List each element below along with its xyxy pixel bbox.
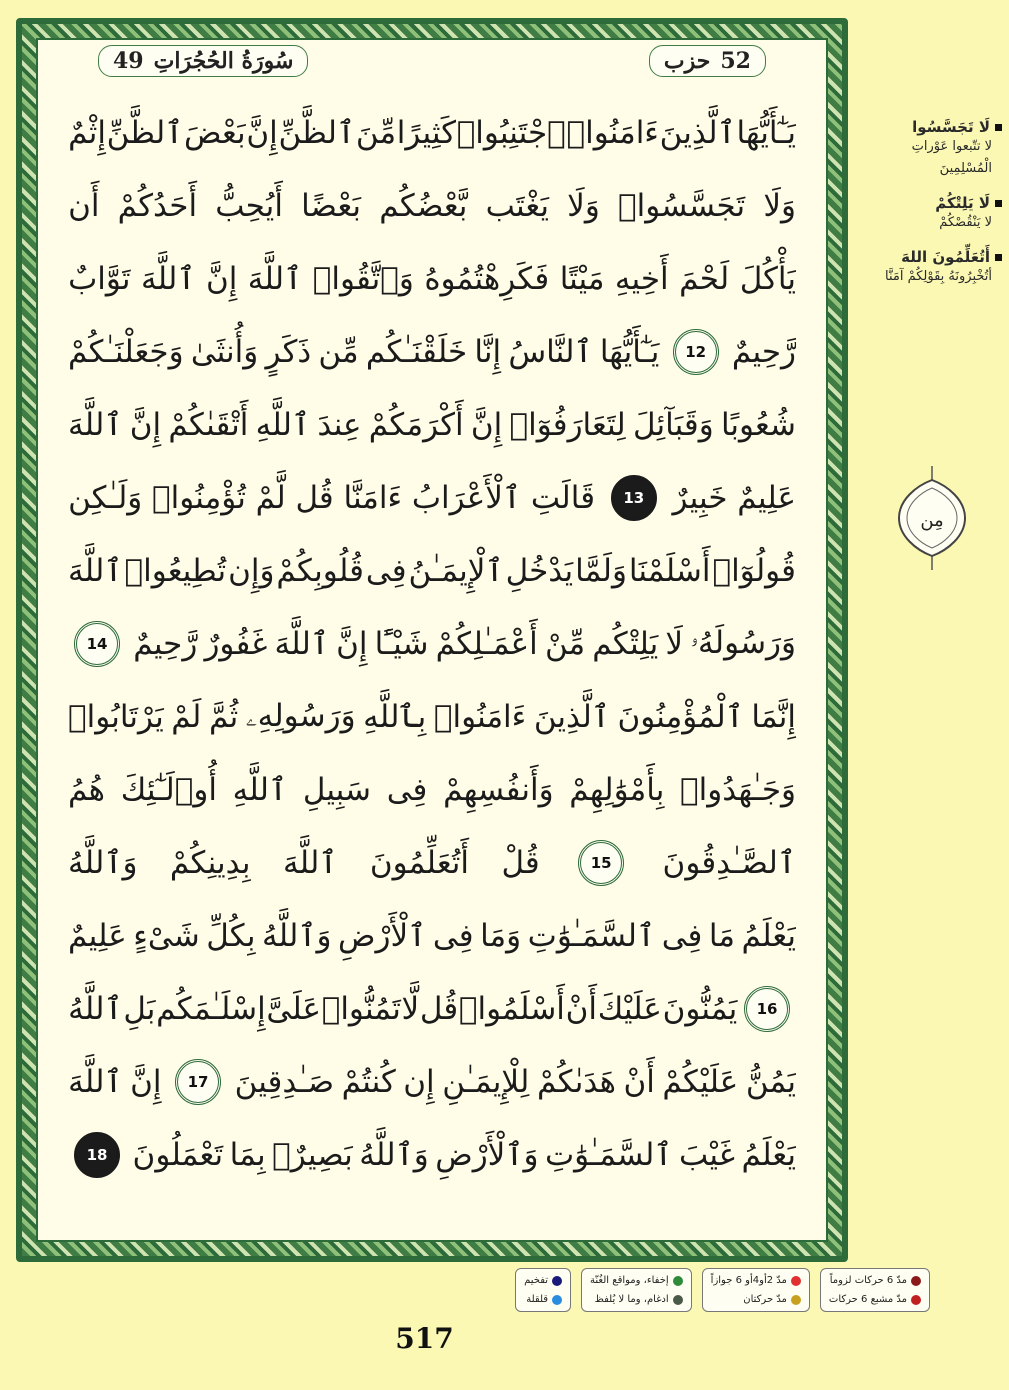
word: سَبِيلِ [302, 771, 372, 808]
text-line [68, 315, 796, 388]
legend-group [581, 1268, 692, 1312]
legend-label: مدّ حركتان [743, 1294, 787, 1305]
legend-label: مدّ 2أو4أو 6 جوازاً [710, 1275, 787, 1286]
word: ٱجْتَنِبُوا۟ [456, 114, 566, 151]
legend-dot-icon [791, 1295, 801, 1305]
word: لَمْ [171, 698, 202, 735]
text-line [68, 607, 796, 680]
word: يَـٰٓأَيُّهَا [599, 333, 660, 370]
word: خَلَقْنَـٰكُم [365, 333, 468, 370]
word: أَتُعَلِّمُونَ [369, 844, 470, 881]
word: شَيْـًٔا [374, 625, 429, 662]
word: وَإِن [228, 552, 275, 589]
word: وَٱللَّهُ [359, 1136, 429, 1173]
ayah-number-icon: 15 [578, 840, 624, 886]
word: وَلَـٰكِن [68, 479, 143, 516]
word: فَكَرِهْتُمُوهُ [424, 260, 550, 297]
word: وَأَنفُسِهِمْ [443, 771, 554, 808]
word: لِتَعَارَفُوٓا۟ [509, 406, 626, 443]
word: يَدْخُلِ [505, 552, 574, 589]
word: لَّا [401, 990, 420, 1027]
word: وَٱلْأَرْضِ [435, 1136, 539, 1173]
word: فِى [661, 917, 703, 954]
word: مِّنْ [544, 625, 586, 662]
note-meaning: لا يَنْقُصْكُمْ [939, 215, 992, 230]
bullet-icon [995, 124, 1002, 131]
text-line [68, 1045, 796, 1118]
word: إِنَّ [205, 260, 238, 297]
word: غَيْبَ [678, 1136, 735, 1173]
text-line [68, 972, 796, 1045]
word: ٱلَّذِينَ [533, 698, 610, 735]
word: أَحَدُكُمْ [117, 187, 198, 224]
word: تُطِيعُوا۟ [124, 552, 227, 589]
word: كُنتُمْ [341, 1063, 396, 1100]
word: وَٱللَّهُ [262, 917, 332, 954]
word: ٱللَّهَ [274, 625, 329, 662]
legend-group [515, 1268, 571, 1312]
word: أَعْمَـٰلِكُمْ [435, 625, 538, 662]
legend-dot-icon [673, 1276, 683, 1286]
legend-label: ادغام، وما لا يُلفظ [594, 1294, 669, 1305]
word: ٱلظَّنِّ [278, 114, 356, 151]
word: تَجَسَّسُوا۟ [617, 187, 746, 224]
legend-dot-icon [552, 1276, 562, 1286]
legend-label: قلقلة [526, 1294, 549, 1305]
word: وَلَا [763, 187, 796, 224]
word: وَأُنثَىٰ [190, 333, 259, 370]
word: ٱللَّهِ [232, 771, 288, 808]
legend-dot-icon [552, 1295, 562, 1305]
word: ٱلسَّمَـٰوَٰتِ [527, 917, 656, 954]
legend-dot-icon [791, 1276, 801, 1286]
legend-label: مدّ 6 حركات لزوماً [829, 1275, 907, 1286]
word: غَفُورٌ [204, 625, 268, 662]
word: أَنْ [565, 990, 597, 1027]
word: إِنَّمَا [751, 698, 796, 735]
word: ءَامَنَّا [343, 479, 403, 516]
hizb-label: حزب [663, 48, 711, 74]
word: وَلَا [567, 187, 600, 224]
ayah-number-icon: 14 [74, 621, 120, 667]
word: فِى [365, 552, 407, 589]
word: ٱلنَّاسُ [508, 333, 593, 370]
surah-name: سُورَةُ الحُجُرَاتِ [153, 48, 294, 74]
word: قُولُوٓا۟ [712, 552, 796, 589]
word: صَـٰدِقِينَ [234, 1063, 335, 1100]
surah-number: 49 [113, 48, 144, 74]
word: إِنَّ [129, 406, 162, 443]
note-term: لَا يَلِتْكُمْ [935, 194, 990, 212]
bullet-icon [995, 254, 1002, 261]
word: مِّن [318, 333, 359, 370]
word: إِنَّ [470, 406, 503, 443]
word: بِدِينِكُمْ [169, 844, 251, 881]
text-line [68, 680, 796, 753]
word: لَا [665, 625, 684, 662]
word: ٱلْأَرْضِ [338, 917, 427, 954]
note-term: لَا تَجَسَّسُوا [912, 118, 990, 136]
text-line [68, 242, 796, 315]
word: أَتْقَىٰكُمْ [168, 406, 249, 443]
word: بَّعْضُكُم [379, 187, 468, 224]
word: شُعُوبًا [720, 406, 796, 443]
word: ٱلصَّـٰدِقُونَ [662, 844, 796, 881]
word: ٱلْأَعْرَابُ [411, 479, 522, 516]
word: مِّنَ [355, 114, 397, 151]
note-meaning: أتُخْبِرُونَهُ بِقَوْلِكُمْ آمَنَّا [884, 269, 992, 284]
word: أَسْلَمْنَا [628, 552, 711, 589]
note-term: أَتُعَلِّمُونَ اللهَ [901, 248, 990, 266]
word: عَلِيمٌ [68, 917, 127, 954]
ayah-number-icon: 18 [74, 1132, 120, 1178]
page-inner [36, 38, 828, 1242]
word: وَرَسُولَهُۥ [690, 625, 796, 661]
word: عَلَيْكُمْ [662, 1063, 739, 1100]
word: ٱلسَّمَـٰوَٰتِ [545, 1136, 673, 1173]
word: رَّحِيمٌ [133, 625, 198, 662]
word: ٱللَّهُ [68, 990, 123, 1027]
word: ٱلظَّنِّ [106, 114, 184, 151]
word: رَّحِيمٌ [731, 333, 796, 370]
word: إِنَّا [474, 333, 502, 370]
note-2 [856, 194, 1002, 234]
hizb-marker-text: مِن [920, 510, 944, 531]
word: بِٱللَّهِ [363, 698, 427, 735]
word: يَغْتَب [485, 187, 549, 224]
word: قُل [295, 479, 334, 516]
word: تَمُنُّوا۟ [321, 990, 401, 1027]
word: قَالَتِ [530, 479, 596, 516]
word: عَلَيْكَ [597, 990, 662, 1027]
text-line [68, 169, 796, 242]
legend-label: تفخيم [524, 1275, 549, 1286]
word: وَلَمَّا [575, 552, 627, 589]
word: شَىْءٍ [133, 917, 200, 954]
word: ٱللَّهِ [255, 406, 311, 443]
tajweed-legend [170, 1268, 930, 1312]
word: بِأَمْوَٰلِهِمْ [569, 771, 665, 808]
word: أَخِيهِ [614, 260, 669, 297]
word: يَمُنُّونَ [662, 990, 738, 1027]
text-line [68, 899, 796, 972]
text-line [68, 753, 796, 826]
note-3 [856, 248, 1002, 288]
word: إِنَّ [336, 625, 368, 662]
legend-group [820, 1268, 930, 1312]
word: ءَامَنُوا۟ [433, 698, 527, 735]
quran-text [68, 96, 796, 1220]
word: يَلِتْكُم [592, 625, 659, 662]
word: عَلِيمٌ [737, 479, 796, 516]
page-number: 517 [395, 1322, 454, 1355]
word: ٱلْمُؤْمِنُونَ [617, 698, 744, 735]
word: ٱللَّهَ [68, 1063, 123, 1100]
word: بَعْضَ [184, 114, 246, 151]
word: يَـٰٓأَيُّهَا [736, 114, 796, 151]
word: بَلِ [123, 990, 156, 1027]
word: بَعْضًا [301, 187, 362, 224]
word: يَعْلَمُ [741, 917, 796, 954]
text-line [68, 1118, 796, 1191]
word: ذَكَرٍ [265, 333, 312, 370]
word: قُلُوبِكُمْ [276, 552, 364, 589]
word: بَصِيرٌۢ [272, 1136, 353, 1173]
word: أَن [68, 187, 100, 224]
word: قُلْ [501, 844, 540, 881]
bullet-icon [995, 200, 1002, 207]
word: أَكْرَمَكُمْ [368, 406, 464, 443]
page-header [38, 40, 826, 82]
word: تَوَّابٌ [68, 260, 131, 297]
word: ثُمَّ [208, 698, 239, 735]
word: عِندَ [317, 406, 362, 443]
word: خَبِيرٌ [672, 479, 728, 516]
word: لِلْإِيمَـٰنِ [442, 1063, 530, 1100]
word: وَمَا [480, 917, 522, 954]
word: إِنَّ [130, 1063, 162, 1100]
word: هُمُ [68, 771, 106, 808]
word: ٱللَّهَ [282, 844, 338, 881]
word: مَيْتًا [559, 260, 605, 297]
text-line [68, 534, 796, 607]
word: ٱللَّهَ [247, 260, 303, 297]
hizb-number: 52 [720, 48, 751, 74]
word: ٱللَّهَ [140, 260, 196, 297]
word: يَمُنُّ [745, 1063, 796, 1100]
legend-label: إخفاء، ومواقع الغُنّة [590, 1275, 669, 1286]
word: هَدَىٰكُمْ [536, 1063, 616, 1100]
word: ٱلَّذِينَ [659, 114, 736, 151]
margin-notes [856, 118, 1002, 302]
text-line [68, 461, 796, 534]
word: وَٱللَّهُ [68, 844, 138, 881]
word: ٱللَّهَ [68, 552, 123, 589]
word: فِى [386, 771, 428, 808]
word: أُو۟لَـٰٓئِكَ [120, 771, 217, 808]
ayah-number-icon: 17 [175, 1059, 221, 1105]
word: وَجَعَلْنَـٰكُمْ [68, 333, 184, 370]
word: يَرْتَابُوا۟ [68, 698, 164, 735]
legend-group [702, 1268, 810, 1312]
text-line [68, 826, 796, 899]
page-frame [16, 18, 848, 1262]
word: أَنْ [623, 1063, 655, 1100]
word: لَّمْ [255, 479, 286, 516]
word: يَعْلَمُ [741, 1136, 796, 1173]
text-line [68, 96, 796, 169]
word: بِكُلِّ [206, 917, 256, 954]
legend-dot-icon [673, 1295, 683, 1305]
text-line [68, 388, 796, 461]
word: وَٱتَّقُوا۟ [312, 260, 414, 297]
word: لَحْمَ [679, 260, 730, 297]
word: وَرَسُولِهِۦ [245, 698, 356, 734]
ayah-number-icon: 13 [611, 475, 657, 521]
word: عَلَىَّ [266, 990, 322, 1027]
word: فِى [432, 917, 474, 954]
legend-dot-icon [911, 1295, 921, 1305]
word: إِنَّ [246, 114, 278, 151]
hizb-quarter-icon [893, 466, 971, 570]
note-meaning: لا تتّبعوا عَوْراتِ الْمُسْلِمِينَ [911, 139, 992, 176]
word: تَعْمَلُونَ [132, 1136, 224, 1173]
surah-title-box [98, 45, 308, 77]
word: قُل [419, 990, 459, 1027]
hizb-box [649, 45, 766, 77]
note-1 [856, 118, 1002, 180]
ayah-number-icon: 16 [744, 986, 790, 1032]
word: وَجَـٰهَدُوا۟ [680, 771, 796, 808]
word: كَثِيرًا [396, 114, 456, 151]
word: إِسْلَـٰمَكُم [156, 990, 266, 1027]
legend-dot-icon [911, 1276, 921, 1286]
word: ٱلْإِيمَـٰنُ [408, 552, 504, 589]
word: إِثْمٌ [68, 114, 106, 151]
word: تُؤْمِنُوا۟ [152, 479, 246, 516]
word: أَيُحِبُّ [215, 187, 283, 224]
word: وَقَبَآئِلَ [633, 406, 714, 443]
legend-label: مدّ مشبع 6 حركات [828, 1294, 907, 1305]
word: بِمَا [229, 1136, 266, 1173]
word: يَأْكُلَ [739, 260, 796, 297]
word: ءَامَنُوا۟ [566, 114, 659, 151]
ayah-number-icon: 12 [673, 329, 719, 375]
word: ٱللَّهَ [68, 406, 123, 443]
word: أَسْلَمُوا۟ [458, 990, 565, 1027]
word: إِن [403, 1063, 435, 1100]
word: مَا [708, 917, 735, 954]
